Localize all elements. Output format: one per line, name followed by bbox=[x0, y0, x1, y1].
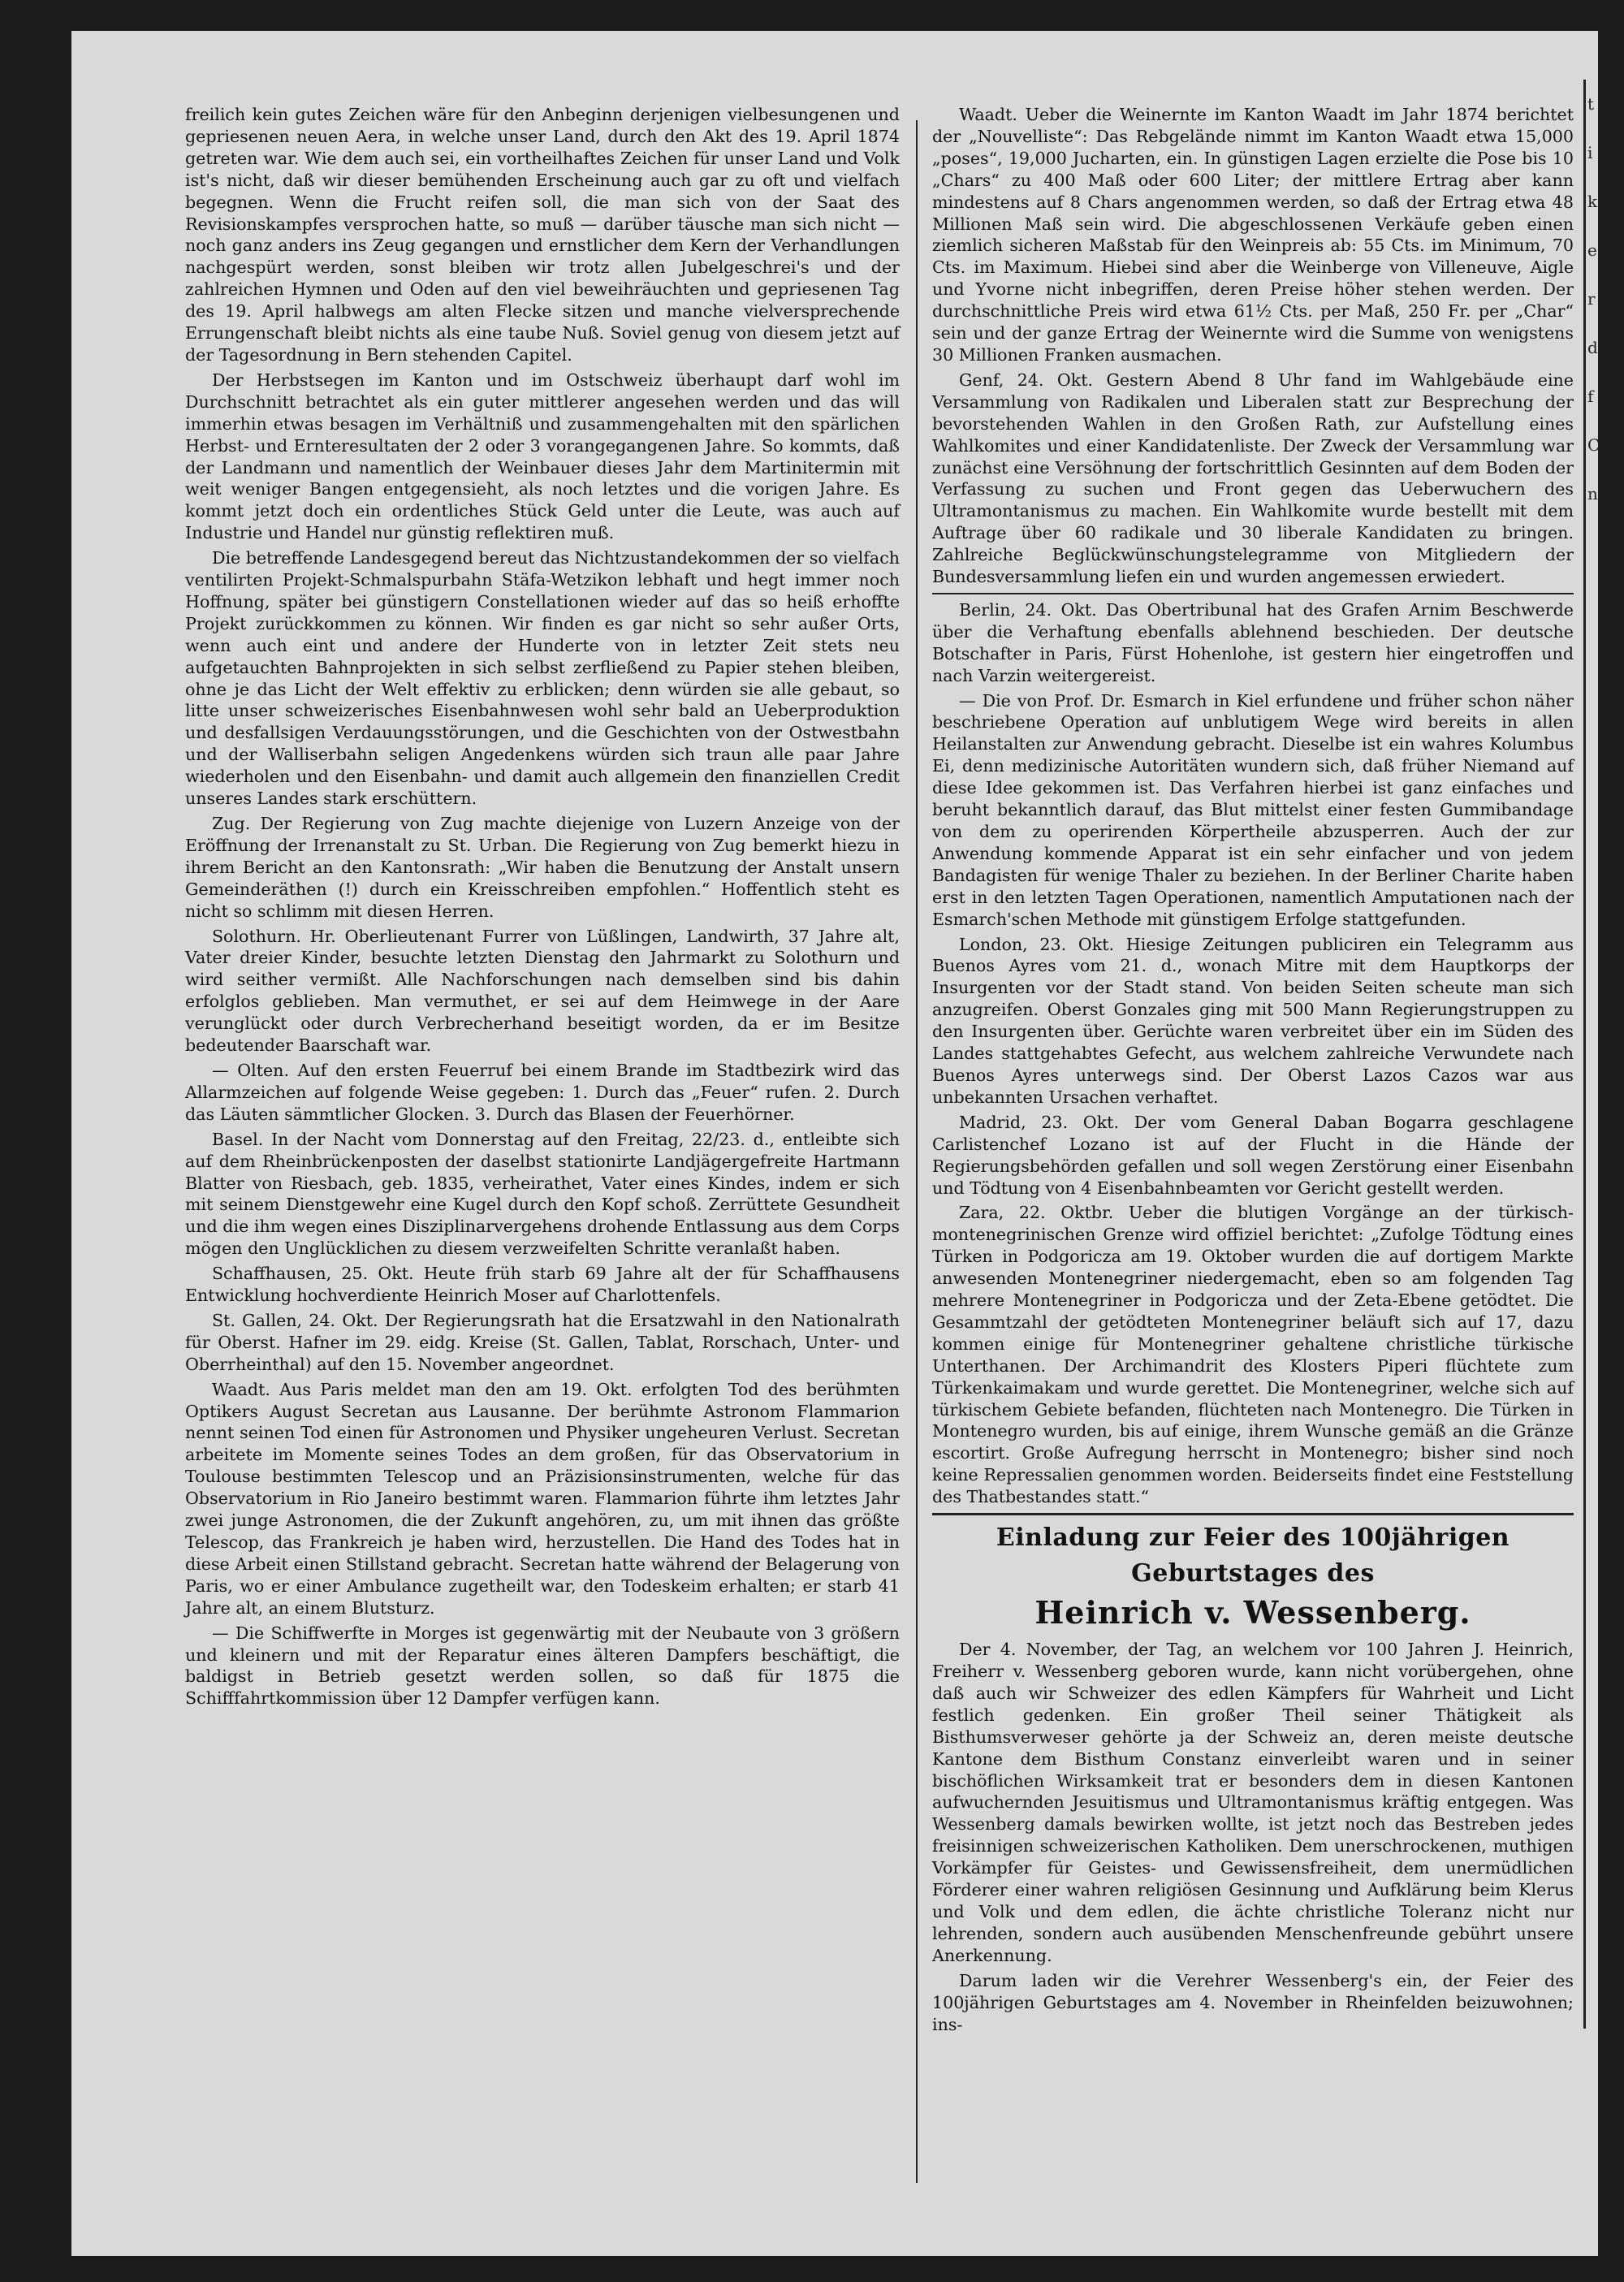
article-intro: freilich kein gutes Zeichen wäre für den Anbeginn derjenigen vielbesungenen und gepriesenen neuen Aera, in welche unser Land, durch den Akt des 19. April 1874 getreten war. Wie dem auch sei, ein vortheilhaftes Zeichen für unser Land und Volk ist's nicht, daß wir dieser bemühenden Erscheinung auch gar zu oft und vielfach begegnen. Wenn die Frucht reifen soll, die man sich von der Saat des Revisionskampfes versprochen hatte, so muß — darüber täusche man sich nicht — noch ganz anders ins Zeug gegangen und ernstlicher dem Kern der Verhandlungen nachgespürt werden, sonst bleiben wir trotz allen Jubelgeschrei's und der zahlreichen Hymnen und Oden auf den viel beweihräuchten und gepriesenen Tag des 19. April halbwegs am alten Flecke sitzen und manche vielversprechende Errungenschaft bleibt nichts als eine taube Nuß. Soviel genug von diesem jetzt auf der Tagesordnung in Bern stehenden Capitel. bbox=[185, 105, 900, 365]
article-st-gallen: St. Gallen, 24. Okt. Der Regierungsrath hat die Ersatzwahl in den Nationalrath für Oberst. Hafner im 29. eidg. Kreise (St. Gallen, Tablat, Rorschach, Unter- und Oberrheinthal) auf den 15. November angeordnet. bbox=[185, 1310, 900, 1374]
invitation-body: Der 4. November, der Tag, an welchem vor 100 Jahren J. Heinrich, Freiherr v. Wessenberg geboren wurde, kann nicht vorübergehen, ohne daß auch wir Schweizer des edlen Kämpfers für Wahrheit und Licht festlich gedenken. Ein großer Theil seiner Thätigkeit als Bisthumsverweser gehörte ja der Schweiz an, deren meiste deutsche Kantone dem Bisthum Constanz einverleibt waren und in seiner bischöflichen Wirksamkeit trat er besonders dem in diesen Kantonen aufwuchernden Jesuitismus und Ultramontanismus kräftig entgegen. Was Wessenberg damals bewirken wollte, ist jetzt noch das Bestreben jedes freisinnigen schweizerischen Katholiken. Dem unerschrockenen, muthigen Vorkämpfer für Geistes- und Gewissensfreiheit, dem unermüdlichen Förderer einer wahren religiösen Gesinnung und Aufklärung beim Klerus und Volk und dem edlen, die ächte christliche Toleranz nicht nur lehrenden, sondern auch ausübenden Menschenfreunde gebührt unsere Anerkennung. bbox=[932, 1640, 1574, 1965]
edge-fragment: C bbox=[1587, 435, 1600, 455]
article-zug: Zug. Der Regierung von Zug machte diejenige von Luzern Anzeige von der Eröffnung der Irrenanstalt zu St. Urban. Die Regierung von Zug bemerkt hiezu in ihrem Bericht an den Kantonsrath: „Wir haben die Benutzung der Anstalt unsern Gemeinderäthen (!) durch ein Kreisschreiben empfohlen.“ Hoffentlich steht es nicht so schlimm mit diesen Herren. bbox=[185, 814, 900, 921]
article-schaffhausen: Schaffhausen, 25. Okt. Heute früh starb 69 Jahre alt der für Schaffhausens Entwicklung hochverdiente Heinrich Moser auf Charlottenfels. bbox=[185, 1264, 900, 1306]
edge-fragment: t bbox=[1587, 94, 1595, 114]
invitation-name: Heinrich v. Wessenberg. bbox=[1034, 1594, 1471, 1632]
newspaper-page bbox=[71, 31, 1598, 2256]
article-london: London, 23. Okt. Hiesige Zeitungen publiciren ein Telegramm aus Buenos Ayres vom 21. d., wonach Mitre mit dem Hauptkorps der Insurgenten vor der Stadt stand. Von beiden Seiten scheute man sich anzugreifen. Oberst Gonzales ging mit 500 Mann Regierungstruppen zu den Insurgenten über. Gerüchte waren verbreitet über ein im Süden des Landes stattgehabtes Gefecht, aus welchem zahlreiche Verwundete nach Buenos Ayres unterwegs sind. Der Oberst Lazos Cazos war aus unbekannten Ursachen verhaftet. bbox=[932, 934, 1574, 1107]
article-genf: Genf, 24. Okt. Gestern Abend 8 Uhr fand im Wahlgebäude eine Versammlung von Radikalen und Liberalen statt zur Besprechung der bevorstehenden Wahlen in den Großen Rath, zur Aufstellung eines Wahlkomites und einer Kandidatenliste. Der Zweck der Versammlung war zunächst eine Versöhnung der fortschrittlich Gesinnten auf dem Boden der Verfassung zu suchen und Front gegen das Ueberwuchern des Ultramontanismus zu machen. Ein Wahlkomite wurde bestellt mit dem Auftrage über 60 radikale und 30 liberale Kandidaten zu bringen. Zahlreiche Beglückwünschungstelegramme von Mitgliedern der Bundesversammlung liefen ein und wurden angemessen erwiedert. bbox=[932, 370, 1574, 587]
article-morges: — Die Schiffwerfte in Morges ist gegenwärtig mit der Neubaute von 3 größern und kleinern und mit der Reparatur eines älteren Dampfers beschäftigt, die baldigst in Betrieb gesetzt werden sollen, so daß für 1875 die Schifffahrtkommission über 12 Dampfer verfügen kann. bbox=[185, 1623, 900, 1709]
article-olten: — Olten. Auf den ersten Feuerruf bei einem Brande im Stadtbezirk wird das Allarmzeichen auf folgende Weise gegeben: 1. Durch das „Feuer“ rufen. 2. Durch das Läuten sämmtlicher Glocken. 3. Durch das Blasen der Feuerhörner. bbox=[185, 1060, 900, 1124]
edge-fragment: r bbox=[1587, 289, 1596, 309]
article-landesgegend: Die betreffende Landesgegend bereut das Nichtzustandekommen der so vielfach ventilirten Projekt-Schmalspurbahn Stäfa-Wetzikon lebhaft und hegt immer noch Hoffnung, später bei günstigern Constellationen wieder auf das so heiß erhoffte Projekt zurückkommen zu können. Wir finden es gar nicht so sehr außer Orts, wenn auch eint und andere der Hunderte von in letzter Zeit stets neu aufgetauchten Bahnprojekten in sich selbst zerfließend zu Papier stehen bleiben, ohne je das Licht der Welt effektiv zu erblicken; denn würden sie alle gebaut, so litte unser schweizerisches Eisenbahnwesen wohl sehr bald an Ueberproduktion und desfallsigen Verdauungsstörungen, und die Geschichten von der Ostwestbahn und der Walliserbahn seligen Angedenkens würden sich traun alle paar Jahre wiederholen und den Eisenbahn- und damit auch allgemein den finanziellen Credit unseres Landes stark erschüttern. bbox=[185, 548, 900, 809]
article-zara: Zara, 22. Oktbr. Ueber die blutigen Vorgänge an der türkisch-montenegrinischen Grenze wird offiziel berichtet: „Zufolge Tödtung eines Türken in Podgoricza am 19. Oktober wurden die auf dortigem Markte anwesenden Montenegriner niedergemacht, eben so am folgenden Tag mehrere Montenegriner in Podgoricza und der Zeta-Ebene getödtet. Die Gesammtzahl der getödteten Montenegriner beläuft sich auf 17, dazu kommen einige für Montenegriner gehaltene christliche türkische Unterthanen. Der Archimandrit des Klosters Piperi flüchtete zum Türkenkaimakam und wurde gerettet. Die Montenegriner, welche sich auf türkischem Gebiete befanden, flüchteten nach Montenegro. Die Türken in Montenegro wurden, bis auf einige, ihrem Wunsche gemäß an die Gränze escortirt. Große Aufregung herrscht in Montenegro; bisher sind noch keine Repressalien genommen worden. Beiderseits findet eine Feststellung des Thatbestandes statt.“ bbox=[932, 1203, 1574, 1507]
article-waadt-secretan: Waadt. Aus Paris meldet man den am 19. Okt. erfolgten Tod des berühmten Optikers August Secretan aus Lausanne. Der berühmte Astronom Flammarion nennt seinen Tod einen für Astronomen und Physiker ungeheuren Verlust. Secretan arbeitete im Momente seines Todes an dem großen, für das Observatorium in Toulouse bestimmten Telescop und an Präzisionsinstrumenten, welche für das Observatorium in Rio Janeiro bestimmt waren. Flammarion führte ihm letztes Jahr zwei junge Astronomen, die der Zukunft angehören, zu, um mit ihnen das größte Telescop, das Frankreich je haben wird, herzustellen. Die Hand des Todes hat in diese Arbeit einen Stillstand gebracht. Secretan hatte während der Belagerung von Paris, wo er einer Ambulance zugetheilt war, den Todeskeim erhalten; er starb 41 Jahre alt, an einem Blutsturz. bbox=[185, 1379, 900, 1618]
edge-fragment: f bbox=[1587, 387, 1594, 406]
edge-fragment: k bbox=[1587, 192, 1598, 211]
edge-fragment: i bbox=[1587, 143, 1593, 162]
article-herbstsegen: Der Herbstsegen im Kanton und im Ostschweiz überhaupt darf wohl im Durchschnitt betrachtet als ein guter mittlerer angesehen werden und das will immerhin etwas besagen im Verhältniß und zusammengehalten mit den spärlichen Herbst- und Ernteresultaten der 2 oder 3 vorangegangenen Jahre. So kommts, daß der Landmann und namentlich der Weinbauer dieses Jahr dem Martinitermin mit weit weniger Bangen entgegensieht, als noch letztes und die vorigen Jahre. Es kommt jetzt doch ein ordentliches Stück Geld unter die Leute, was auch auf Industrie und Handel nur günstig reflektiren muß. bbox=[185, 370, 900, 543]
section-rule bbox=[932, 593, 1574, 594]
edge-fragment: n bbox=[1587, 484, 1598, 504]
article-esmarch: — Die von Prof. Dr. Esmarch in Kiel erfundene und früher schon näher beschriebene Operation auf unblutigem Wege wird bereits in allen Heilanstalten zur Anwendung gebracht. Dieselbe ist ein wahres Kolumbus Ei, denn medizinische Autoritäten wundern sich, daß früher Niemand auf diese Idee gekommen ist. Das Verfahren hierbei ist ganz einfaches und beruht bekanntlich darauf, das Blut mittelst einer festen Gummibandage von dem zu operirenden Körpertheile abzusperren. Auch der zur Anwendung kommende Apparat ist ein sehr einfacher und von jedem Bandagisten für wenige Thaler zu beziehen. In der Berliner Charite haben erst in den letzten Tagen Operationen, namentlich Amputationen nach der Esmarch'schen Methode mit günstigem Erfolge stattgefunden. bbox=[932, 690, 1574, 929]
right-column bbox=[932, 104, 1574, 2038]
article-waadt-weinernte: Waadt. Ueber die Weinernte im Kanton Waadt im Jahr 1874 berichtet der „Nouvelliste“: Das Rebgelände nimmt im Kanton Waadt etwa 15,000 „poses“, 19,000 Jucharten, ein. In günstigen Lagen erzielte die Pose bis 10 „Chars“ zu 400 Maß oder 600 Liter; der mittlere Ertrag aber kann mindestens auf 8 Chars angenommen werden, so daß der Ertrag etwa 48 Millionen Maß sein wird. Die abgeschlossenen Verkäufe geben einen ziemlich sicheren Maßstab für den Weinpreis ab: 55 Cts. im Minimum, 70 Cts. im Maximum. Hiebei sind aber die Weinberge von Villeneuve, Aigle und Yvorne nicht inbegriffen, deren Preise höher stehen werden. Der durchschnittliche Preis wird etwa 61½ Cts. per Maß, 250 Fr. per „Char“ sein und der ganze Ertrag der Weinernte wird die Summe von wenigstens 30 Millionen Franken ausmachen. bbox=[932, 105, 1574, 365]
article-solothurn: Solothurn. Hr. Oberlieutenant Furrer von Lüßlingen, Landwirth, 37 Jahre alt, Vater dreier Kinder, besuchte letzten Dienstag den Jahrmarkt zu Solothurn und wird seither vermißt. Alle Nachforschungen nach demselben sind bis dahin erfolglos geblieben. Man vermuthet, er sei auf dem Heimwege in der Aare verunglückt oder durch Verbrecherhand beseitigt worden, da er im Besitze bedeutender Baarschaft war. bbox=[185, 926, 900, 1056]
edge-fragment: d bbox=[1587, 338, 1598, 357]
section-rule bbox=[932, 1513, 1574, 1515]
adjacent-page-edge bbox=[1583, 80, 1600, 2029]
edge-fragment: e bbox=[1587, 240, 1597, 260]
invitation-title: Einladung zur Feier des 100jährigen Geburtstages des bbox=[996, 1523, 1510, 1588]
article-basel: Basel. In der Nacht vom Donnerstag auf den Freitag, 22/23. d., entleibte sich auf dem Rheinbrückenposten der daselbst stationirte Landjägergefreite Hartmann Blatter von Riesbach, geb. 1835, verheirathet, Vater eines Kindes, indem er sich mit seinem Dienstgewehr eine Kugel durch den Kopf schoß. Zerrüttete Gesundheit und die ihm wegen eines Disziplinarvergehens drohende Entlassung aus dem Corps mögen den Unglücklichen zu diesem verzweifelten Schritte veranlaßt haben. bbox=[185, 1129, 900, 1259]
left-column bbox=[185, 104, 900, 1713]
article-madrid: Madrid, 23. Okt. Der vom General Daban Bogarra geschlagene Carlistenchef Lozano ist auf der Flucht in die Hände der Regierungsbehörden gefallen und soll wegen Zerstörung einer Eisenbahn und Tödtung von 4 Eisenbahnbeamten vor Gericht gestellt werden. bbox=[932, 1112, 1574, 1198]
column-divider bbox=[916, 120, 918, 2183]
invitation-closing: Darum laden wir die Verehrer Wessenberg's ein, der Feier des 100jährigen Geburtstages am 4. November in Rheinfelden beizuwohnen; ins- bbox=[932, 1970, 1574, 2034]
article-berlin: Berlin, 24. Okt. Das Obertribunal hat des Grafen Arnim Beschwerde über die Verhaftung ebenfalls ablehnend beschieden. Der deutsche Botschafter in Paris, Fürst Hohenlohe, ist gestern hier eingetroffen und nach Varzin weitergereist. bbox=[932, 599, 1574, 685]
